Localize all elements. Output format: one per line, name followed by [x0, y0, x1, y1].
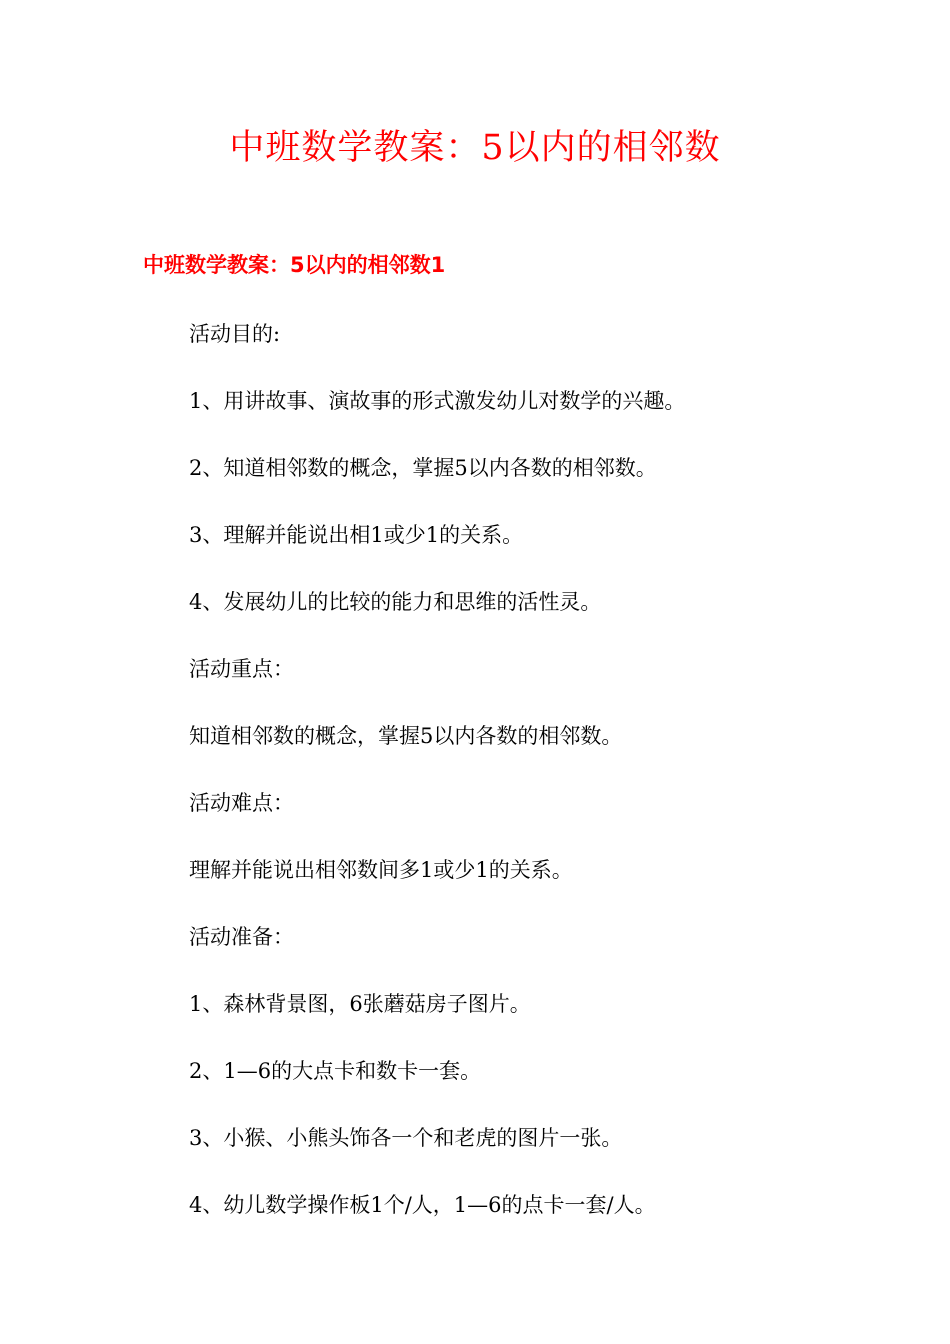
paragraph-key-point-label: 活动重点：: [189, 657, 294, 681]
paragraph-preparation-label: 活动准备：: [189, 925, 294, 949]
paragraph-preparation-3: 3、小猴、小熊头饰各一个和老虎的图片一张。: [189, 1126, 623, 1150]
document-title: 中班数学教案：5以内的相邻数: [229, 128, 721, 168]
paragraph-preparation-4: 4、幼儿数学操作板1个/人，1—6的点卡一套/人。: [189, 1193, 656, 1217]
paragraph-goal-3: 3、理解并能说出相1或少1的关系。: [189, 523, 524, 547]
paragraph-preparation-1: 1、森林背景图，6张蘑菇房子图片。: [189, 992, 531, 1016]
paragraph-goal-1: 1、用讲故事、演故事的形式激发幼儿对数学的兴趣。: [189, 389, 686, 413]
paragraph-difficulty: 理解并能说出相邻数间多1或少1的关系。: [189, 858, 573, 882]
body-paragraphs: [189, 318, 909, 1256]
section-heading: 中班数学教案：5以内的相邻数1: [143, 253, 446, 277]
paragraph-goal-2: 2、知道相邻数的概念，掌握5以内各数的相邻数。: [189, 456, 657, 480]
paragraph-preparation-2: 2、1—6的大点卡和数卡一套。: [189, 1059, 482, 1083]
paragraph-key-point: 知道相邻数的概念，掌握5以内各数的相邻数。: [189, 724, 623, 748]
paragraph-goal-4: 4、发展幼儿的比较的能力和思维的活性灵。: [189, 590, 602, 614]
paragraph-activity-goal-label: 活动目的:: [189, 322, 281, 346]
paragraph-difficulty-label: 活动难点：: [189, 791, 294, 815]
